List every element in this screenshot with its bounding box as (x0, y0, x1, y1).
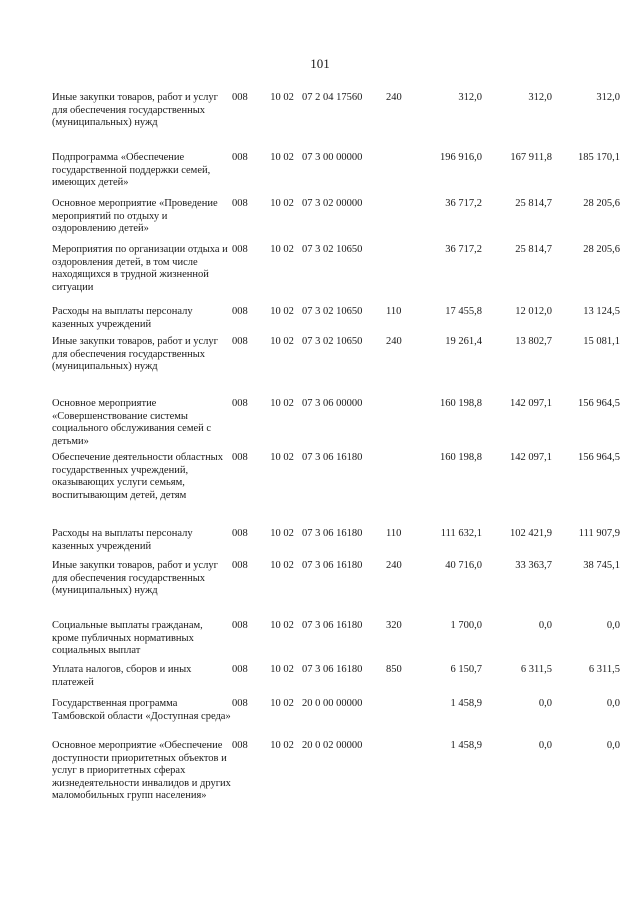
row-amount-year1: 160 198,8 (440, 398, 482, 409)
row-amount-year1: 40 716,0 (445, 560, 482, 571)
row-amount-year2: 12 012,0 (515, 306, 552, 317)
row-amount-year3: 0,0 (606, 620, 620, 631)
row-admin-code: 008 (232, 152, 248, 163)
row-target-code: 07 3 02 10650 (302, 306, 363, 317)
row-expense-type: 320 (386, 620, 402, 631)
row-name: Подпрограмма «Обеспечение государственной поддержки семей, имеющих детей» (52, 152, 211, 189)
row-amount-year2: 25 814,7 (515, 244, 552, 255)
table-row (52, 620, 620, 658)
row-section-code: 10 02 (270, 560, 294, 571)
row-amount-year1: 1 700,0 (450, 620, 482, 631)
row-admin-code: 008 (232, 398, 248, 409)
row-amount-year1: 160 198,8 (440, 452, 482, 463)
row-target-code: 07 3 06 00000 (302, 398, 363, 409)
row-amount-year3: 38 745,1 (583, 560, 620, 571)
row-section-code: 10 02 (270, 620, 294, 631)
table-row (52, 528, 620, 553)
row-amount-year1: 312,0 (458, 92, 482, 103)
table-row (52, 664, 620, 689)
row-name: Иные закупки товаров, работ и услуг для обеспечения государственных (муниципальных) нужд (52, 560, 218, 597)
row-admin-code: 008 (232, 336, 248, 347)
row-admin-code: 008 (232, 92, 248, 103)
row-amount-year2: 0,0 (538, 698, 552, 709)
row-admin-code: 008 (232, 528, 248, 539)
row-admin-code: 008 (232, 620, 248, 631)
row-expense-type: 110 (386, 528, 402, 539)
row-amount-year2: 0,0 (538, 740, 552, 751)
row-amount-year2: 167 911,8 (510, 152, 552, 163)
row-amount-year3: 28 205,6 (583, 244, 620, 255)
row-amount-year2: 13 802,7 (515, 336, 552, 347)
row-section-code: 10 02 (270, 198, 294, 209)
row-amount-year3: 0,0 (606, 698, 620, 709)
table-row (52, 152, 620, 190)
row-section-code: 10 02 (270, 698, 294, 709)
row-admin-code: 008 (232, 452, 248, 463)
row-expense-type: 850 (386, 664, 402, 675)
row-admin-code: 008 (232, 698, 248, 709)
row-amount-year2: 33 363,7 (515, 560, 552, 571)
row-amount-year2: 312,0 (528, 92, 552, 103)
row-name: Основное мероприятие «Обеспечение доступности приоритетных объектов и услуг в приоритетных сферах жизнедеятельности инвалидов и других маломобильных групп населения» (52, 740, 231, 802)
row-expense-type: 240 (386, 92, 402, 103)
row-amount-year1: 19 261,4 (445, 336, 482, 347)
row-section-code: 10 02 (270, 92, 294, 103)
row-target-code: 07 3 06 16180 (302, 528, 363, 539)
row-section-code: 10 02 (270, 452, 294, 463)
row-amount-year2: 25 814,7 (515, 198, 552, 209)
row-amount-year3: 156 964,5 (578, 398, 620, 409)
table-row (52, 336, 620, 374)
row-section-code: 10 02 (270, 306, 294, 317)
row-section-code: 10 02 (270, 244, 294, 255)
row-name: Иные закупки товаров, работ и услуг для обеспечения государственных (муниципальных) нужд (52, 92, 218, 129)
row-amount-year2: 0,0 (538, 620, 552, 631)
row-expense-type: 110 (386, 306, 402, 317)
table-row (52, 560, 620, 598)
row-amount-year1: 196 916,0 (440, 152, 482, 163)
row-section-code: 10 02 (270, 398, 294, 409)
row-amount-year1: 111 632,1 (440, 528, 482, 539)
row-name: Уплата налогов, сборов и иных платежей (52, 664, 192, 688)
row-name: Расходы на выплаты персоналу казенных учреждений (52, 306, 193, 330)
row-section-code: 10 02 (270, 152, 294, 163)
row-amount-year3: 15 081,1 (583, 336, 620, 347)
row-expense-type: 240 (386, 336, 402, 347)
row-target-code: 07 2 04 17560 (302, 92, 363, 103)
row-name: Иные закупки товаров, работ и услуг для обеспечения государственных (муниципальных) нужд (52, 336, 218, 373)
row-section-code: 10 02 (270, 336, 294, 347)
row-name: Основное мероприятие «Совершенствование системы социального обслуживания семей с детьми» (52, 398, 212, 447)
row-amount-year2: 142 097,1 (510, 452, 552, 463)
row-admin-code: 008 (232, 244, 248, 255)
row-name: Социальные выплаты гражданам, кроме публичных нормативных социальных выплат (52, 620, 203, 657)
table-row (52, 92, 620, 130)
row-target-code: 07 3 06 16180 (302, 452, 363, 463)
row-amount-year3: 312,0 (596, 92, 620, 103)
row-name: Основное мероприятие «Проведение мероприятий по отдыху и оздоровлению детей» (52, 198, 218, 235)
table-row (52, 740, 620, 803)
row-section-code: 10 02 (270, 528, 294, 539)
row-amount-year1: 36 717,2 (445, 244, 482, 255)
row-target-code: 20 0 00 00000 (302, 698, 363, 709)
row-target-code: 07 3 02 10650 (302, 244, 363, 255)
row-admin-code: 008 (232, 740, 248, 751)
row-amount-year1: 36 717,2 (445, 198, 482, 209)
row-section-code: 10 02 (270, 664, 294, 675)
row-section-code: 10 02 (270, 740, 294, 751)
row-target-code: 07 3 06 16180 (302, 560, 363, 571)
row-name: Обеспечение деятельности областных государственных учреждений, оказывающих услуги семьям, воспитывающим детей, детям (52, 452, 223, 501)
row-admin-code: 008 (232, 306, 248, 317)
row-expense-type: 240 (386, 560, 402, 571)
row-amount-year2: 6 311,5 (520, 664, 552, 675)
row-amount-year1: 1 458,9 (450, 740, 482, 751)
table-row (52, 198, 620, 236)
row-amount-year1: 17 455,8 (445, 306, 482, 317)
row-amount-year3: 0,0 (606, 740, 620, 751)
row-admin-code: 008 (232, 560, 248, 571)
table-row (52, 244, 620, 294)
row-name: Расходы на выплаты персоналу казенных учреждений (52, 528, 193, 552)
row-amount-year3: 6 311,5 (588, 664, 620, 675)
row-amount-year3: 185 170,1 (578, 152, 620, 163)
row-amount-year1: 6 150,7 (450, 664, 482, 675)
row-amount-year1: 1 458,9 (450, 698, 482, 709)
row-target-code: 07 3 00 00000 (302, 152, 363, 163)
page-number: 101 (310, 56, 330, 71)
row-admin-code: 008 (232, 198, 248, 209)
row-amount-year3: 28 205,6 (583, 198, 620, 209)
table-row (52, 398, 620, 448)
row-target-code: 20 0 02 00000 (302, 740, 363, 751)
row-amount-year2: 102 421,9 (510, 528, 552, 539)
row-target-code: 07 3 06 16180 (302, 620, 363, 631)
table-row (52, 452, 620, 502)
row-admin-code: 008 (232, 664, 248, 675)
row-amount-year3: 111 907,9 (578, 528, 620, 539)
row-name: Мероприятия по организации отдыха и оздоровления детей, в том числе находящихся в трудной жизненной ситуации (52, 244, 228, 293)
row-target-code: 07 3 06 16180 (302, 664, 363, 675)
row-amount-year3: 156 964,5 (578, 452, 620, 463)
row-target-code: 07 3 02 00000 (302, 198, 363, 209)
table-row (52, 306, 620, 331)
row-name: Государственная программа Тамбовской области «Доступная среда» (52, 698, 231, 722)
row-target-code: 07 3 02 10650 (302, 336, 363, 347)
table-row (52, 698, 620, 723)
row-amount-year3: 13 124,5 (583, 306, 620, 317)
row-amount-year2: 142 097,1 (510, 398, 552, 409)
